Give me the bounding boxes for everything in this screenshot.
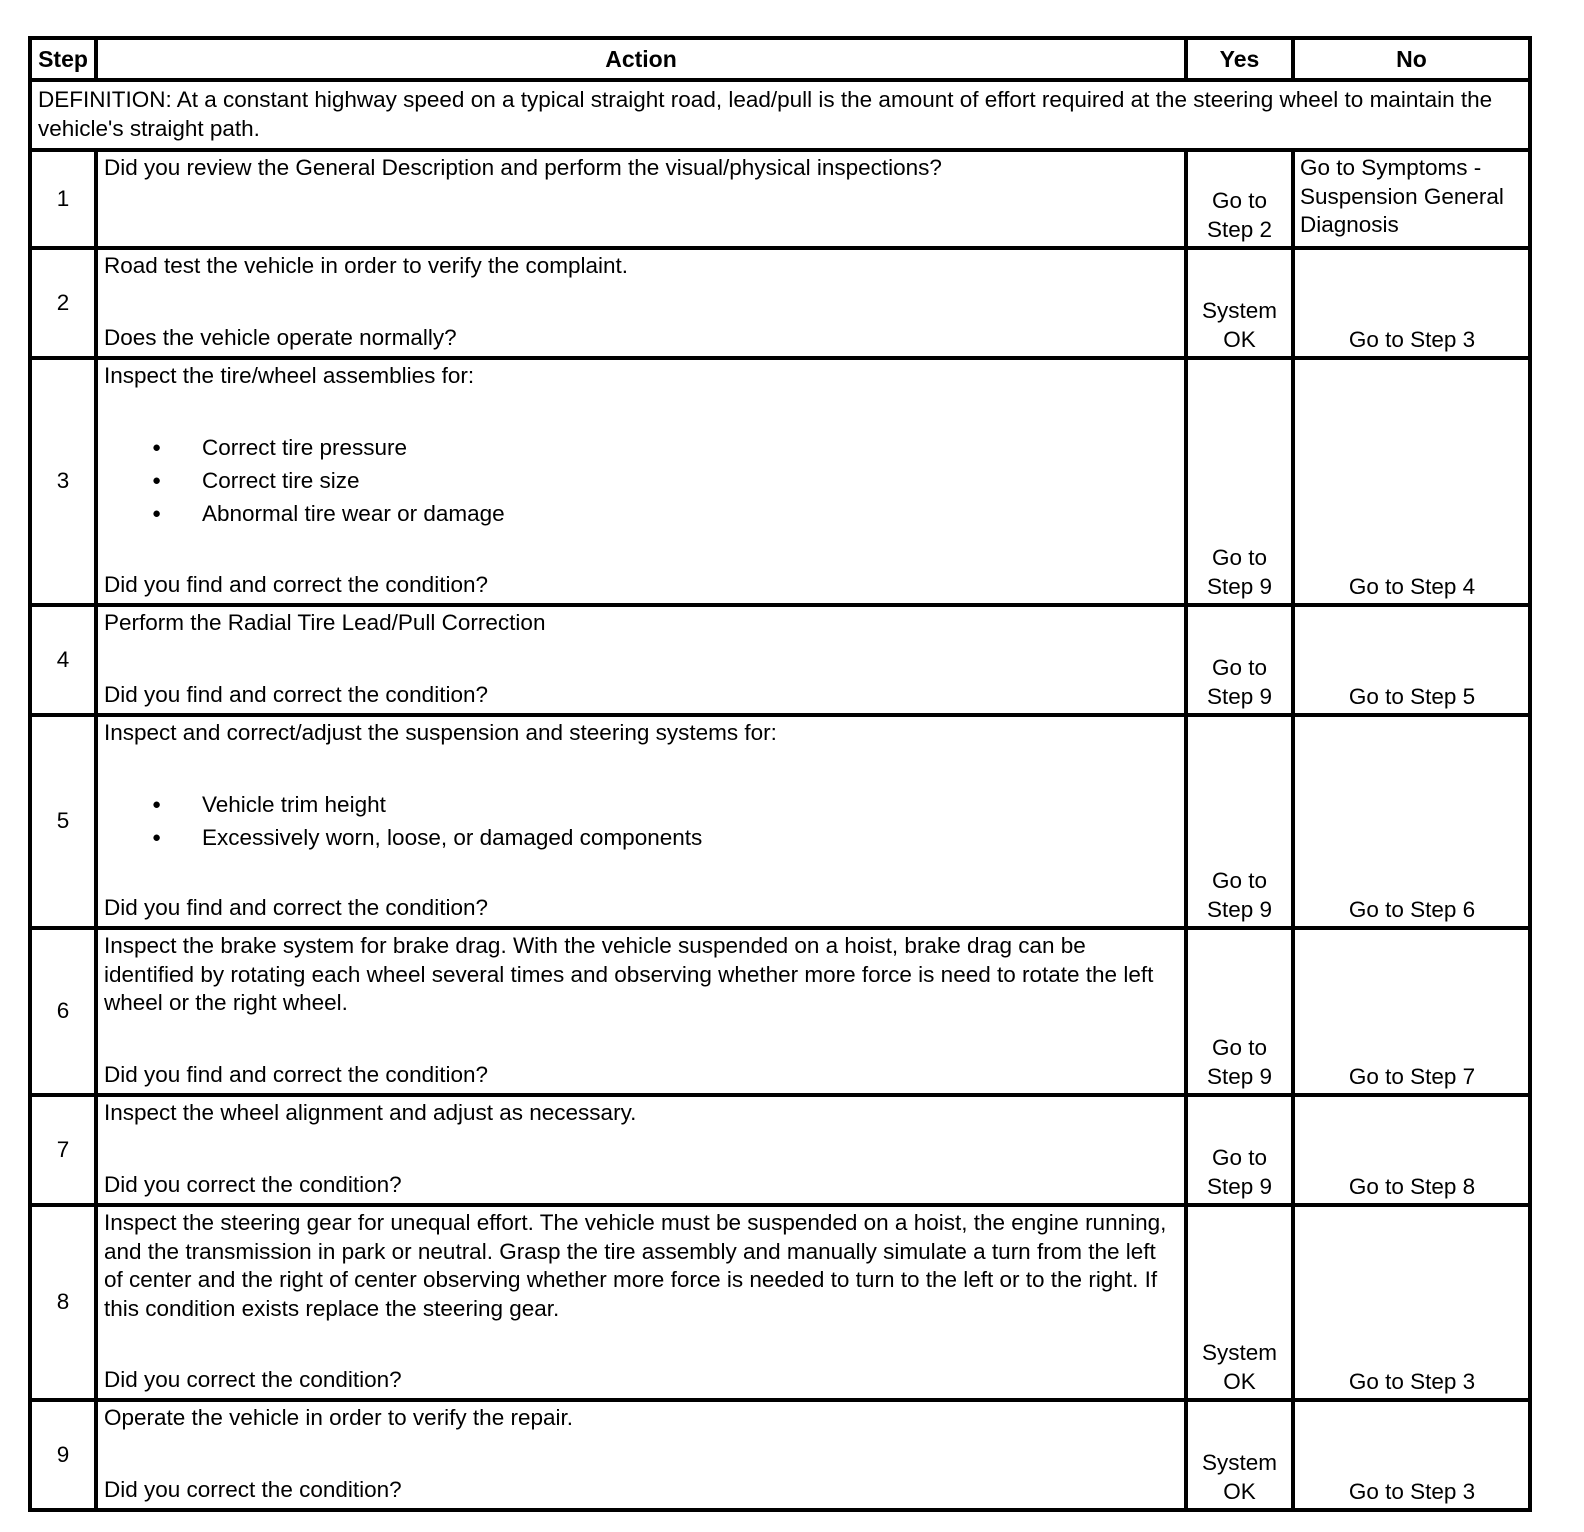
list-item: ● Vehicle trim height: [104, 788, 1178, 821]
no-cell: Go to Step 4: [1293, 358, 1530, 605]
table-row: [30, 715, 1530, 928]
action-cell: [96, 150, 1186, 248]
step-number: 1: [30, 150, 96, 248]
no-cell: Go to Step 7: [1293, 928, 1530, 1095]
action-text: Inspect the steering gear for unequal effort. The vehicle must be suspended on a hoist, the engine running, and the transmission in park or neutral. Grasp the tire assembly and manually simulate a turn from the left of center and the right of center observing whether more force is needed to turn to the left or to the right. If this condition exists replace the steering gear.: [104, 1210, 1167, 1321]
header-yes: Yes: [1186, 38, 1293, 80]
yes-cell: Go to Step 9: [1186, 1095, 1293, 1205]
no-cell: Go to Step 3: [1293, 1205, 1530, 1400]
table-row: [30, 1205, 1530, 1400]
yes-cell: System OK: [1186, 1400, 1293, 1510]
action-question: Did you correct the condition?: [104, 1476, 402, 1502]
bullet-list: [104, 431, 1178, 530]
action-question: Did you find and correct the condition?: [104, 681, 488, 707]
diagnostic-table: [28, 36, 1532, 1512]
action-question: Did you find and correct the condition?: [104, 894, 488, 920]
definition-row: [30, 80, 1530, 150]
action-text: Inspect the tire/wheel assemblies for:: [104, 363, 475, 388]
table-row: [30, 605, 1530, 715]
table-row: [30, 358, 1530, 605]
header-action: Action: [96, 38, 1186, 80]
action-cell: [96, 1400, 1186, 1510]
list-item: ● Correct tire size: [104, 464, 1178, 497]
yes-cell: Go to Step 9: [1186, 715, 1293, 928]
step-number: 5: [30, 715, 96, 928]
header-row: [30, 38, 1530, 80]
step-number: 8: [30, 1205, 96, 1400]
list-item: ● Correct tire pressure: [104, 431, 1178, 464]
yes-cell: System OK: [1186, 248, 1293, 358]
step-number: 6: [30, 928, 96, 1095]
action-question: Did you find and correct the condition?: [104, 571, 488, 597]
yes-cell: Go to Step 9: [1186, 928, 1293, 1095]
action-cell: [96, 715, 1186, 928]
step-number: 3: [30, 358, 96, 605]
action-cell: [96, 928, 1186, 1095]
list-item: ● Abnormal tire wear or damage: [104, 497, 1178, 530]
table-row: [30, 1095, 1530, 1205]
yes-cell: Go to Step 9: [1186, 605, 1293, 715]
action-cell: [96, 1205, 1186, 1400]
action-question: Did you correct the condition?: [104, 1171, 402, 1197]
action-question: Did you find and correct the condition?: [104, 1061, 488, 1087]
action-text: Inspect the wheel alignment and adjust as necessary.: [104, 1100, 637, 1125]
action-question: Does the vehicle operate normally?: [104, 324, 457, 350]
step-number: 2: [30, 248, 96, 358]
action-text: Road test the vehicle in order to verify the complaint.: [104, 253, 629, 278]
action-text: Inspect and correct/adjust the suspension and steering systems for:: [104, 720, 777, 745]
yes-cell: Go to Step 2: [1186, 150, 1293, 248]
step-number: 9: [30, 1400, 96, 1510]
action-text: Did you review the General Description and perform the visual/physical inspections?: [104, 155, 942, 180]
header-no: No: [1293, 38, 1530, 80]
action-cell: [96, 358, 1186, 605]
definition-text: DEFINITION: At a constant highway speed on a typical straight road, lead/pull is the amount of effort required at the steering wheel to maintain the vehicle's straight path.: [30, 80, 1530, 150]
action-cell: [96, 248, 1186, 358]
no-cell: Go to Step 5: [1293, 605, 1530, 715]
action-cell: [96, 1095, 1186, 1205]
table-row: [30, 150, 1530, 248]
action-text: Perform the Radial Tire Lead/Pull Correction: [104, 610, 546, 635]
step-number: 4: [30, 605, 96, 715]
no-cell: Go to Step 3: [1293, 1400, 1530, 1510]
table-row: [30, 1400, 1530, 1510]
no-cell: Go to Symptoms - Suspension General Diagnosis: [1293, 150, 1530, 248]
list-item: ● Excessively worn, loose, or damaged components: [104, 821, 1178, 854]
bullet-list: [104, 788, 1178, 854]
table-row: [30, 928, 1530, 1095]
header-step: Step: [30, 38, 96, 80]
table-row: [30, 248, 1530, 358]
action-cell: [96, 605, 1186, 715]
action-text: Operate the vehicle in order to verify the repair.: [104, 1405, 573, 1430]
yes-cell: System OK: [1186, 1205, 1293, 1400]
no-cell: Go to Step 6: [1293, 715, 1530, 928]
no-cell: Go to Step 3: [1293, 248, 1530, 358]
no-cell: Go to Step 8: [1293, 1095, 1530, 1205]
step-number: 7: [30, 1095, 96, 1205]
action-text: Inspect the brake system for brake drag. With the vehicle suspended on a hoist, brake drag can be identified by rotating each wheel several times and observing whether more force is need to rotate the left wheel or the right wheel.: [104, 933, 1154, 1015]
action-question: Did you correct the condition?: [104, 1366, 402, 1392]
yes-cell: Go to Step 9: [1186, 358, 1293, 605]
